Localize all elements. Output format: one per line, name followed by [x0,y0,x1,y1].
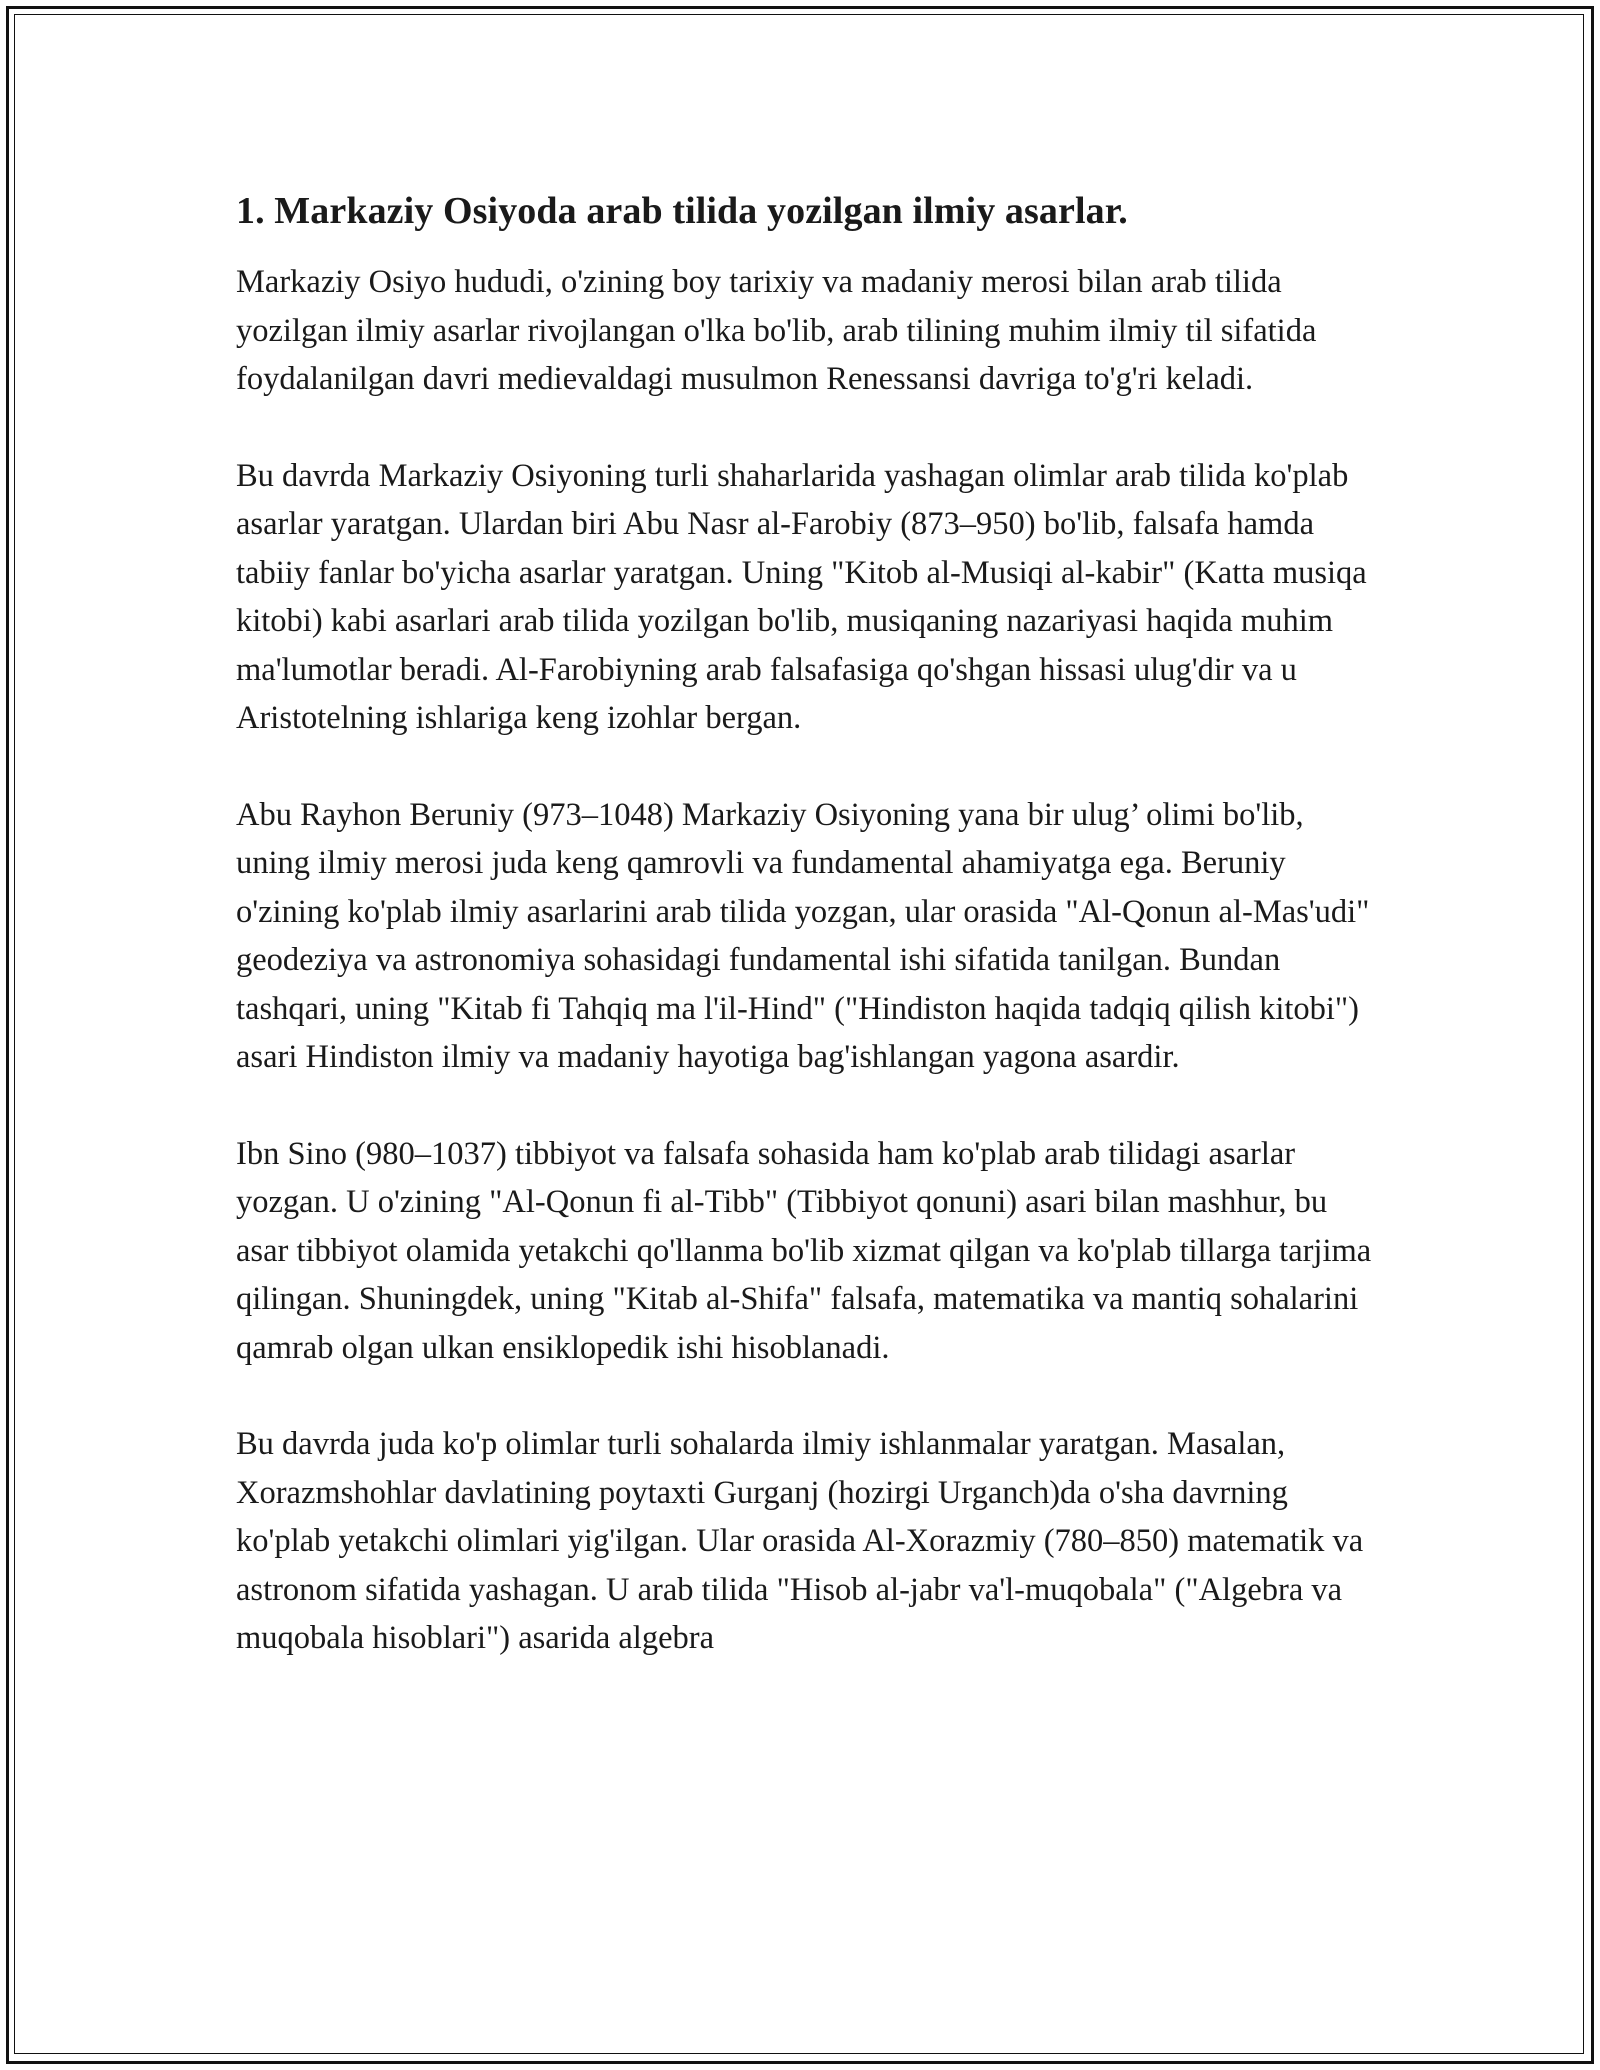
paragraph: Abu Rayhon Beruniy (973–1048) Markaziy Osiyoning yana bir ulug’ olimi bo'lib, uning ilmiy merosi juda keng qamrovli va fundamental ahamiyatga ega. Beruniy o'zining ko'plab ilmiy asarlarini arab tilida yozgan, ular orasida "Al-Qonun al-Mas'udi" geodeziya va astronomiya sohasidagi fundamental ishi sifatida tanilgan. Bundan tashqari, uning "Kitab fi Tahqiq ma l'il-Hind" ("Hindiston haqida tadqiq qilish kitobi") asari Hindiston ilmiy va madaniy hayotiga bag'ishlangan yagona asardir. [236,796,1370,1075]
paragraph: Bu davrda juda ko'p olimlar turli sohalarda ilmiy ishlanmalar yaratgan. Masalan, Xorazmshohlar davlatining poytaxti Gurganj (hozirgi Urganch)da o'sha davrning ko'plab yetakchi olimlari yig'ilgan. Ular orasida Al-Xorazmiy (780–850) matematik va astronom sifatida yashagan. U arab tilida "Hisob al-jabr va'l-muqobala" ("Algebra va muqobala hisoblari") asarida algebra [236,1426,1364,1656]
paragraph: Ibn Sino (980–1037) tibbiyot va falsafa sohasida ham ko'plab arab tilidagi asarlar yozgan. U o'zining "Al-Qonun fi al-Tibb" (Tibbiyot qonuni) asari bilan mashhur, bu asar tibbiyot olamida yetakchi qo'llanma bo'lib xizmat qilgan va ko'plab tillarga tarjima qilingan. Shuningdek, uning "Kitab al-Shifa" falsafa, matematika va mantiq sohalarini qamrab olgan ulkan ensiklopedik ishi hisoblanadi. [236,1135,1372,1366]
paragraph: Bu davrda Markaziy Osiyoning turli shaharlarida yashagan olimlar arab tilida ko'plab asarlar yaratgan. Ulardan biri Abu Nasr al-Farobiy (873–950) bo'lib, falsafa hamda tabiiy fanlar bo'yicha asarlar yaratgan. Uning "Kitob al-Musiqi al-kabir" (Katta musiqa kitobi) kabi asarlari arab tilida yozilgan bo'lib, musiqaning nazariyasi haqida muhim ma'lumotlar beradi. Al-Farobiyning arab falsafasiga qo'shgan hissasi ulug'dir va u Aristotelning ishlariga keng izohlar bergan. [236,457,1367,736]
document-title: 1. Markaziy Osiyoda arab tilida yozilgan ilmiy asarlar. [236,190,1128,232]
document-page [236,186,1376,1711]
paragraph: Markaziy Osiyo hududi, o'zining boy tarixiy va madaniy merosi bilan arab tilida yozilgan ilmiy asarlar rivojlangan o'lka bo'lib, arab tilining muhim ilmiy til sifatida foydalanilgan davri medievaldagi musulmon Renessansi davriga to'g'ri keladi. [236,264,1317,397]
